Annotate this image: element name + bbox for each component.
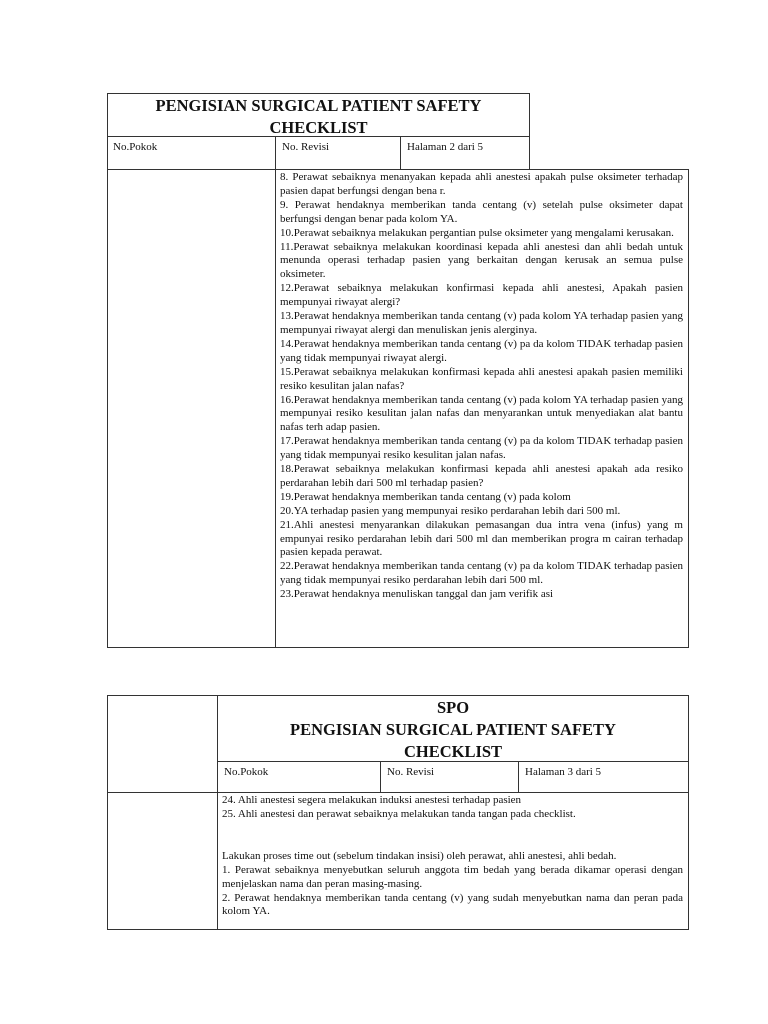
halaman-label: Halaman 3 dari 5 (525, 766, 602, 778)
step-13: 13.Perawat hendaknya memberikan tanda centang (v) pada kolom YA terhadap pasien yang mempunyai riwayat alergi dan menuliskan jenis alerginya. (280, 310, 683, 336)
step-16: 16.Perawat hendaknya memberikan tanda centang (v) pada kolom YA terhadap pasien yang mempunyai resiko kesulitan jalan nafas dan menyarankan untuk menyediakan alat bantu nafas terh adap pasien. (280, 393, 683, 434)
step-14: 14.Perawat hendaknya memberikan tanda centang (v) pa da kolom TIDAK terhadap pasien yang tidak mempunyai riwayat alergi. (280, 337, 683, 364)
step-8: 8. Perawat sebaiknya menanyakan kepada ahli anestesi apakah pulse oksimeter terhadap pasien dapat berfungsi dengan bena r. (280, 171, 683, 197)
no-pokok-label: No.Pokok (224, 766, 269, 778)
step-11: 11.Perawat sebaiknya melakukan koordinasi kepada ahli anestesi dan ahli bedah untuk menunda operasi terhadap pasien yang berkaitan dengan kerusak an semua pulse oksimeter. (280, 240, 683, 281)
document-title-2 (217, 697, 689, 763)
step-12: 12.Perawat sebaiknya melakukan konfirmasi kepada ahli anestesi, Apakah pasien mempunyai riwayat alergi? (280, 282, 683, 309)
step-21: 21.Ahli anestesi menyarankan dilakukan pemasangan dua intra vena (infus) yang m empunyai resiko perdarahan lebih dari 500 ml dan memberikan progra m cairan terhadap pasien kepada perawat. (280, 518, 683, 559)
title-line-2: CHECKLIST (269, 118, 368, 137)
time-out-step-1: 1. Perawat sebaiknya menyebutkan seluruh anggota tim bedah yang berada dikamar operasi dengan menjelaskan nama dan peran masing-masing. (222, 863, 683, 890)
title-line-2: CHECKLIST (403, 742, 503, 761)
time-out-step-2: 2. Perawat hendaknya memberikan tanda centang (v) yang sudah menyebutkan nama dan peran pada kolom YA. (222, 891, 683, 918)
step-19: 19.Perawat hendaknya memberikan tanda centang (v) pada kolom (280, 490, 571, 503)
step-20: 20.YA terhadap pasien yang mempunyai resiko perdarahan lebih dari 500 ml. (280, 504, 621, 517)
time-out-intro: Lakukan proses time out (sebelum tindakan insisi) oleh perawat, ahli anestesi, ahli bedah. (222, 849, 617, 862)
step-25: 25. Ahli anestesi dan perawat sebaiknya melakukan tanda tangan pada checklist. (222, 807, 576, 820)
procedure-steps-24-25 (222, 794, 683, 919)
step-17: 17.Perawat hendaknya memberikan tanda centang (v) pa da kolom TIDAK terhadap pasien yang tidak mempunyai resiko kesulitan jalan nafas. (280, 435, 683, 462)
halaman-label: Halaman 2 dari 5 (407, 141, 484, 153)
step-9: 9. Perawat hendaknya memberikan tanda centang (v) setelah pulse oksimeter dapat berfungsi dengan benar pada kolom YA. (280, 198, 683, 225)
no-revisi-label: No. Revisi (387, 766, 435, 778)
step-22: 22.Perawat hendaknya memberikan tanda centang (v) pa da kolom TIDAK terhadap pasien yang tidak mempunyai resiko perdarahan lebih dari 500 ml. (280, 560, 683, 587)
procedure-steps-8-23 (280, 171, 683, 602)
step-24: 24. Ahli anestesi segera melakukan induksi anestesi terhadap pasien (222, 794, 522, 806)
step-18: 18.Perawat sebaiknya melakukan konfirmasi kepada ahli anestesi apakah ada resiko perdarahan lebih dari 500 ml terhadap pasien? (280, 463, 683, 489)
no-revisi-label: No. Revisi (282, 141, 330, 153)
step-15: 15.Perawat sebaiknya melakukan konfirmasi kepada ahli anestesi apakah pasien memiliki resiko kesulitan jalan nafas? (280, 365, 683, 392)
document-title (107, 95, 530, 139)
title-line-1: PENGISIAN SURGICAL PATIENT SAFETY (155, 96, 482, 115)
title-line-1: PENGISIAN SURGICAL PATIENT SAFETY (290, 720, 616, 739)
spo-heading: SPO (436, 698, 470, 717)
step-23: 23.Perawat hendaknya menuliskan tanggal dan jam verifik asi (280, 588, 554, 601)
no-pokok-label: No.Pokok (113, 141, 158, 153)
step-10: 10.Perawat sebaiknya melakukan pergantian pulse oksimeter yang mengalami kerusakan. (280, 226, 674, 239)
